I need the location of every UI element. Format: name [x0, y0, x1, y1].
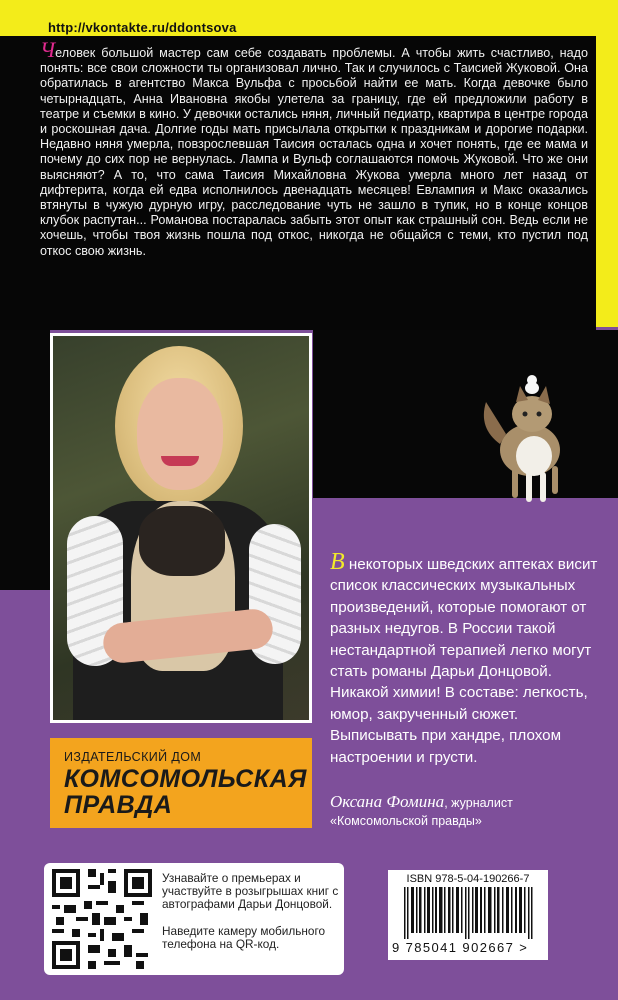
quote-drop-cap: В: [330, 549, 345, 575]
quote-author: Оксана Фомина: [330, 792, 445, 811]
review-quote: [330, 549, 602, 768]
quote-text: некоторых шведских аптеках висит список классических музыкальных произведений, которые помогают от разных недугов. В России такой нестандартной терапией легко могут стать романы Дарьи Донцовой. Никакой химии! В составе: легкость, юмор, закрученный сюжет. Выписывать при хандре, плохом настроении и грусти.: [330, 556, 598, 766]
barcode-icon: [404, 887, 536, 939]
author-url-link[interactable]: http://vkontakte.ru/ddontsova: [48, 20, 237, 35]
barcode-digits: 9 785041 902667 >: [392, 940, 529, 955]
publisher-name: [64, 766, 307, 818]
isbn-label: ISBN 978-5-04-190266-7: [406, 873, 530, 885]
publisher-small-title: ИЗДАТЕЛЬСКИЙ ДОМ: [64, 750, 202, 764]
quote-author-publication: «Комсомольской правды»: [330, 814, 482, 828]
publisher-name-line1: КОМСОМОЛЬСКАЯ: [64, 765, 307, 793]
black-left-strip: [0, 330, 50, 590]
quote-author-line: [330, 792, 610, 812]
promo-text-contest: Узнавайте о премьерах и участвуйте в розыгрышах книг с автографами Дарьи Донцовой.: [162, 871, 339, 911]
cat-illustration: [472, 358, 582, 508]
isbn-box: [388, 870, 548, 960]
qr-code-icon[interactable]: [52, 869, 152, 969]
qr-promo-box: [44, 863, 344, 975]
yellow-side-strip: [596, 42, 618, 327]
publisher-logo: [50, 738, 312, 828]
author-photo: [50, 333, 312, 723]
promo-text-camera: Наведите камеру мобильного телефона на QR-код.: [162, 924, 326, 951]
quote-author-role: , журналист: [444, 796, 513, 810]
annotation-drop-cap: Ч: [40, 37, 56, 62]
publisher-name-line2: ПРАВДА: [64, 791, 173, 819]
annotation-text: еловек большой мастер сам себе создавать проблемы. А чтобы жить счастливо, надо понять: все свои сложности ты организовал лично. Так и случилось с Таисией Жуковой. Она обратилась в агентство Макса Вульфа с просьбой найти ее мать. Когда девочке было четырнадцать, Анна Ивановна якобы улетела за границу, где ей предложили работу в театре и съемки в кино. У девочки остались няня, личный педиатр, квартира в центре города и роскошная дача. Долгие годы мать присылала открытки к праздникам и дорогие подарки. Недавно няня умерла, повзрослевшая Таисия осталась одна и хочет понять, где ее мама и почему до сих пор не вернулась. Лампа и Вульф соглашаются помочь Жуковой. Что же они выясняют? А то, что сама Таисия Михайловна Жукова умерла много лет назад от дифтерита, когда ей едва исполнилось двенадцать месяцев! Евлампия и Макс оказались втянуты в чужую дурную игру, расследование чуть не зашло в тупик, но в конце концов клубок распутан... Романова постаралась забыть этот опыт как страшный сон. Ведь если не хочешь, чтобы твоя жизнь пошла под откос, никогда не общайся с теми, кто пустил под откос свою жизнь.: [40, 46, 588, 258]
annotation-text-block: [40, 37, 588, 259]
